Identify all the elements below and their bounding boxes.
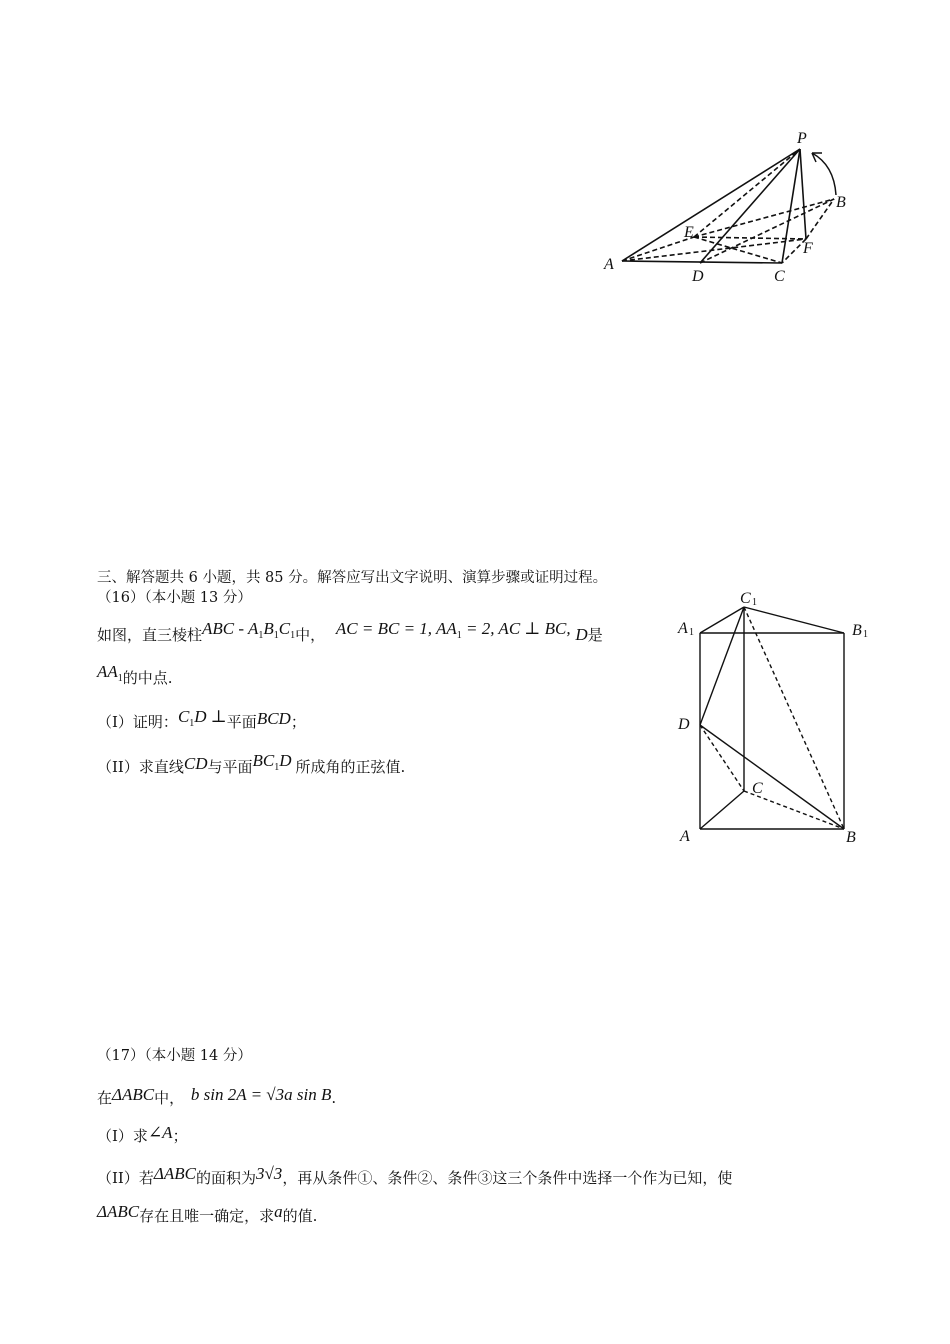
q16-part1-label: （I）证明： <box>97 713 178 731</box>
q16-sub-aa1b: 1 <box>117 673 123 684</box>
label-c: C <box>774 268 785 285</box>
edge-eb <box>694 199 834 237</box>
label-b: B <box>836 194 846 211</box>
q16-in: 中， <box>295 626 326 644</box>
q16-part2 <box>97 751 406 784</box>
label-b1-sub: 1 <box>863 629 868 640</box>
q16-prism-name <box>202 619 296 641</box>
edge-db <box>700 199 834 263</box>
q17-part2-line2 <box>97 1202 318 1226</box>
q17-part2-triangle: ΔABC <box>153 1164 196 1183</box>
label-a: A <box>680 828 690 845</box>
q16-part1-end: ； <box>290 713 306 731</box>
q17-part2-rest: ，再从条件①、条件②、条件③这三个条件中选择一个作为已知，使 <box>282 1169 733 1187</box>
section-heading: 三、解答题共 6 小题，共 85 分。解答应写出文字说明、演算步骤或证明过程。 <box>97 570 608 586</box>
label-f: F <box>803 240 813 257</box>
q16-prism-abc: ABC - A <box>202 619 259 638</box>
pyramid-figure <box>600 125 860 290</box>
q16-part1-plane: 平面 <box>226 713 257 731</box>
q16-midpoint: 的中点. <box>122 669 173 687</box>
q16-part2-d: D <box>279 751 292 770</box>
q17-number: （17）（本小题 14 分） <box>97 1048 252 1064</box>
q16-part2-label: （II）求直线 <box>97 758 184 776</box>
q16-part2-sub: 1 <box>274 762 280 773</box>
edge-pe <box>694 149 800 237</box>
edge-pa <box>622 149 800 261</box>
q16-intro-line2 <box>97 662 173 695</box>
q16-aa: AA <box>97 662 118 681</box>
q17-period: . <box>331 1089 337 1107</box>
q16-part2-with: 与平面 <box>207 758 253 776</box>
q16-sub-b1: 1 <box>273 630 279 641</box>
q16-part2-end: 所成角的正弦值. <box>295 758 406 776</box>
edge-dc1 <box>700 607 744 725</box>
label-p: P <box>797 130 807 147</box>
edge-ac <box>700 791 744 829</box>
q16-cond-a: AC = BC = 1, AA <box>335 619 457 638</box>
q17-part1-label: （I）求 <box>97 1127 148 1145</box>
q16-part1-sub: 1 <box>189 718 195 729</box>
edge-dc <box>700 725 744 791</box>
edge-c1b1 <box>744 607 844 633</box>
q16-part2-cd: CD <box>183 754 208 773</box>
label-a1-sub: 1 <box>689 627 694 638</box>
label-b: B <box>846 829 856 846</box>
q17-in-prefix: 在 <box>97 1089 113 1107</box>
q16-sub-c1: 1 <box>290 630 296 641</box>
q16-point-d: D <box>575 625 588 644</box>
q17-part2-line2-text: 存在且唯一确定，求 <box>139 1207 275 1225</box>
q16-is: 是 <box>587 626 603 644</box>
q16-prism-b: B <box>263 619 274 638</box>
q16-part1 <box>97 707 306 739</box>
q16-part2-bc1d <box>252 751 292 773</box>
label-d: D <box>692 268 704 285</box>
q16-number: （16）（本小题 13 分） <box>97 590 252 606</box>
q17-triangle: ΔABC <box>112 1085 155 1104</box>
q17-part2 <box>97 1164 733 1188</box>
q16-intro <box>97 619 603 652</box>
q16-sub-aa1: 1 <box>456 630 462 641</box>
q17-in-suffix: 中， <box>154 1089 185 1107</box>
label-e: E <box>684 224 694 241</box>
label-c: C <box>752 780 763 797</box>
label-c1: C <box>740 590 751 607</box>
prism-figure <box>672 585 882 850</box>
q17-part1-angle: ∠A <box>147 1123 173 1142</box>
q17-part1 <box>97 1123 188 1146</box>
q16-conditions <box>335 619 571 641</box>
label-a1: A <box>678 620 688 637</box>
edge-a1c1 <box>700 607 744 633</box>
edge-pf <box>800 149 806 239</box>
q17-part2-line2-a: a <box>274 1202 283 1221</box>
q16-part2-bc: BC <box>252 751 275 770</box>
q16-aa1 <box>97 662 123 684</box>
label-c1-sub: 1 <box>752 597 757 608</box>
q17-equation: b sin 2A = √3a sin B <box>190 1085 332 1104</box>
q16-cond-b: = 2, AC ⊥ BC, <box>461 619 571 638</box>
q17-part2-line2-triangle: ΔABC <box>97 1202 140 1221</box>
q17-part2-area: 的面积为 <box>195 1169 256 1187</box>
q16-sub-a1: 1 <box>258 630 264 641</box>
q16-prism-c: C <box>278 619 291 638</box>
q17-part2-prefix: （II）若 <box>97 1169 154 1187</box>
q16-part1-bcd: BCD <box>256 709 291 728</box>
label-d: D <box>678 716 690 733</box>
edge-ef <box>694 237 806 239</box>
q16-part1-d: D ⊥ <box>194 707 227 726</box>
q16-part1-c: C <box>177 707 190 726</box>
q16-intro-prefix: 如图，直三棱柱 <box>97 626 203 644</box>
q17-part2-value: 3√3 <box>255 1164 283 1183</box>
edge-db <box>700 725 844 829</box>
label-b1: B <box>852 622 862 639</box>
label-a: A <box>604 256 614 273</box>
q16-part1-c1d <box>177 707 227 729</box>
q17-part1-end: ； <box>172 1127 188 1145</box>
q17-part2-line2-end: 的值. <box>282 1207 318 1225</box>
q17-intro <box>97 1085 337 1108</box>
